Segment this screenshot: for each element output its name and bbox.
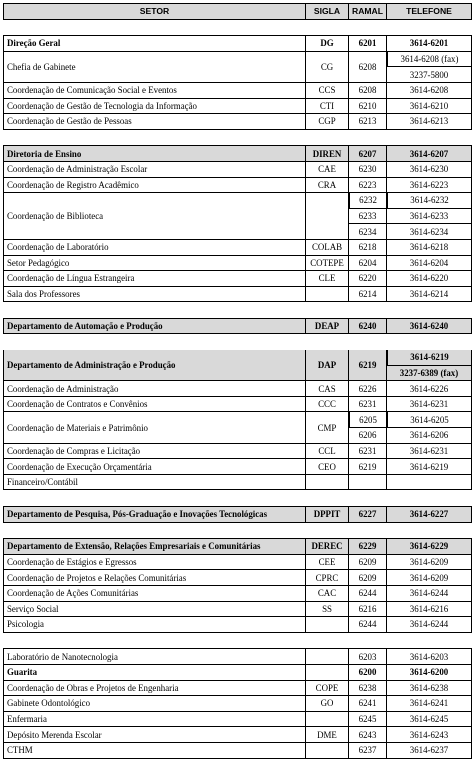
table-row xyxy=(3,459,472,475)
cell-ramal: 6220 xyxy=(349,271,387,287)
cell-ramal: 6203 xyxy=(349,649,387,665)
cell-ramal: 6206 xyxy=(349,428,387,444)
cell-ramal: 6200 xyxy=(349,665,387,681)
cell-setor: Coordenação de Comunicação Social e Eventos xyxy=(3,83,306,99)
cell-setor: Coordenação de Materiais e Patrimônio xyxy=(3,412,306,443)
cell-ramal: 6209 xyxy=(349,555,387,571)
cell-telefone: 3614-6207 xyxy=(387,146,472,162)
cell-setor: Coordenação de Administração Escolar xyxy=(3,162,306,178)
cell-telefone: 3614-6209 xyxy=(387,555,472,571)
cell-setor: Diretoria de Ensino xyxy=(3,146,306,162)
cell-setor: Psicologia xyxy=(3,617,306,633)
cell-sigla xyxy=(306,649,349,665)
cell-setor: Departamento de Extensão, Relações Empresariais e Comunitárias xyxy=(3,539,306,555)
cell-sigla: DIREN xyxy=(306,146,349,162)
cell-ramal: 6201 xyxy=(349,36,387,52)
cell-ramal: 6219 xyxy=(349,350,387,381)
cell-ramal: 6214 xyxy=(349,287,387,303)
cell-setor: Departamento de Automação e Produção xyxy=(3,319,306,335)
table-row xyxy=(3,287,472,303)
cell-ramal: 6244 xyxy=(349,617,387,633)
cell-ramal: 6230 xyxy=(349,162,387,178)
cell-telefone: 3614-6237 xyxy=(387,743,472,759)
cell-setor: Coordenação de Gestão de Pessoas xyxy=(3,114,306,130)
cell-telefone: 3614-6204 xyxy=(387,256,472,272)
cell-ramal: 6233 xyxy=(349,209,387,225)
cell-telefone: 3614-6232 xyxy=(387,193,472,209)
cell-ramal xyxy=(349,475,387,491)
cell-telefone: 3614-6231 xyxy=(387,444,472,460)
cell-setor: Laboratório de Nanotecnologia xyxy=(3,649,306,665)
cell-telefone: 3614-6230 xyxy=(387,162,472,178)
cell-setor: Enfermaria xyxy=(3,712,306,728)
header-ramal: RAMAL xyxy=(349,4,387,20)
header-sigla: SIGLA xyxy=(306,4,349,20)
cell-sigla: CCL xyxy=(306,444,349,460)
cell-telefone: 3614-6214 xyxy=(387,287,472,303)
cell-setor: Coordenação de Obras e Projetos de Engenharia xyxy=(3,681,306,697)
cell-ramal: 6232 xyxy=(349,193,387,209)
table-row xyxy=(3,743,472,759)
cell-ramal: 6205 xyxy=(349,412,387,428)
cell-telefone: 3614-6227 xyxy=(387,507,472,523)
table-row xyxy=(3,586,472,602)
spacer xyxy=(3,523,472,539)
cell-setor: Coordenação de Contratos e Convênios xyxy=(3,397,306,413)
cell-sigla: CEE xyxy=(306,555,349,571)
cell-sigla xyxy=(306,712,349,728)
cell-ramal: 6243 xyxy=(349,727,387,743)
cell-sigla: CPRC xyxy=(306,570,349,586)
cell-telefone: 3614-6205 xyxy=(387,412,472,428)
table-row xyxy=(3,727,472,743)
cell-sigla xyxy=(306,743,349,759)
table-row xyxy=(3,381,472,397)
table-row xyxy=(3,665,472,681)
cell-setor: Setor Pedagógico xyxy=(3,256,306,272)
cell-sigla xyxy=(306,287,349,303)
cell-sigla: DAP xyxy=(306,350,349,381)
table-header-row xyxy=(3,3,472,20)
cell-ramal: 6226 xyxy=(349,381,387,397)
cell-telefone: 3614-6243 xyxy=(387,727,472,743)
table-row xyxy=(3,696,472,712)
cell-sigla: CEO xyxy=(306,459,349,475)
cell-sigla: CRA xyxy=(306,178,349,194)
cell-sigla: CAE xyxy=(306,162,349,178)
cell-sigla: DEAP xyxy=(306,319,349,335)
cell-sigla xyxy=(306,475,349,491)
table-row xyxy=(3,475,472,491)
cell-setor: Chefia de Gabinete xyxy=(3,52,306,83)
cell-ramal: 6223 xyxy=(349,178,387,194)
cell-sigla: SS xyxy=(306,602,349,618)
cell-telefone: 3614-6213 xyxy=(387,114,472,130)
cell-ramal: 6231 xyxy=(349,397,387,413)
table-row xyxy=(3,617,472,633)
cell-telefone: 3614-6220 xyxy=(387,271,472,287)
cell-telefone: 3237-6389 (fax) xyxy=(387,366,472,382)
cell-sigla: CMP xyxy=(306,412,349,443)
cell-setor: CTHM xyxy=(3,743,306,759)
cell-sigla: CCS xyxy=(306,83,349,99)
cell-setor: Coordenação de Biblioteca xyxy=(3,193,306,240)
cell-telefone: 3614-6209 xyxy=(387,570,472,586)
table-row xyxy=(3,712,472,728)
spacer xyxy=(3,334,472,350)
section-row xyxy=(3,506,472,523)
cell-ramal: 6237 xyxy=(349,743,387,759)
cell-telefone: 3614-6234 xyxy=(387,224,472,240)
table-row xyxy=(3,681,472,697)
cell-ramal: 6210 xyxy=(349,99,387,115)
table-row xyxy=(3,52,472,83)
cell-ramal: 6227 xyxy=(349,507,387,523)
header-telefone: TELEFONE xyxy=(387,4,472,20)
cell-telefone: 3237-5800 xyxy=(387,67,472,83)
cell-telefone: 3614-6203 xyxy=(387,649,472,665)
cell-sigla: DPPIT xyxy=(306,507,349,523)
cell-telefone: 3614-6216 xyxy=(387,602,472,618)
table-row xyxy=(3,83,472,99)
table-row xyxy=(3,99,472,115)
cell-setor: Departamento de Administração e Produção xyxy=(3,350,306,381)
table-row xyxy=(3,444,472,460)
cell-ramal: 6245 xyxy=(349,712,387,728)
table-row xyxy=(3,397,472,413)
cell-setor: Coordenação de Execução Orçamentária xyxy=(3,459,306,475)
cell-ramal: 6238 xyxy=(349,681,387,697)
spacer xyxy=(3,130,472,146)
spacer xyxy=(3,20,472,36)
cell-ramal: 6208 xyxy=(349,52,387,83)
table-row xyxy=(3,555,472,571)
cell-ramal: 6204 xyxy=(349,256,387,272)
cell-setor: Guarita xyxy=(3,665,306,681)
cell-setor: Coordenação de Compras e Licitação xyxy=(3,444,306,460)
cell-sigla: COTEPE xyxy=(306,256,349,272)
cell-ramal: 6219 xyxy=(349,459,387,475)
cell-telefone: 3614-6244 xyxy=(387,586,472,602)
table-row xyxy=(3,271,472,287)
cell-ramal: 6218 xyxy=(349,240,387,256)
cell-setor: Coordenação de Gestão de Tecnologia da Informação xyxy=(3,99,306,115)
cell-telefone: 3614-6229 xyxy=(387,539,472,555)
cell-sigla: DEREC xyxy=(306,539,349,555)
table-row xyxy=(3,162,472,178)
cell-telefone: 3614-6218 xyxy=(387,240,472,256)
cell-telefone: 3614-6241 xyxy=(387,696,472,712)
cell-setor: Coordenação de Registro Acadêmico xyxy=(3,178,306,194)
table-row xyxy=(3,412,472,443)
cell-setor: Coordenação de Língua Estrangeira xyxy=(3,271,306,287)
cell-sigla: COPE xyxy=(306,681,349,697)
cell-telefone: 3614-6238 xyxy=(387,681,472,697)
cell-setor: Coordenação de Projetos e Relações Comunitárias xyxy=(3,570,306,586)
cell-telefone: 3614-6231 xyxy=(387,397,472,413)
cell-ramal: 6229 xyxy=(349,539,387,555)
cell-ramal: 6241 xyxy=(349,696,387,712)
cell-sigla: CAC xyxy=(306,586,349,602)
cell-telefone: 3614-6244 xyxy=(387,617,472,633)
cell-ramal: 6231 xyxy=(349,444,387,460)
cell-telefone: 3614-6206 xyxy=(387,428,472,444)
cell-telefone: 3614-6219 xyxy=(387,350,472,366)
cell-setor: Coordenação de Laboratório xyxy=(3,240,306,256)
cell-sigla: GO xyxy=(306,696,349,712)
cell-ramal: 6234 xyxy=(349,224,387,240)
table-row xyxy=(3,570,472,586)
cell-ramal: 6216 xyxy=(349,602,387,618)
table-row xyxy=(3,648,472,665)
cell-telefone: 3614-6223 xyxy=(387,178,472,194)
table-row xyxy=(3,602,472,618)
cell-setor: Coordenação de Administração xyxy=(3,381,306,397)
cell-telefone: 3614-6240 xyxy=(387,319,472,335)
table-row xyxy=(3,256,472,272)
cell-sigla: DME xyxy=(306,727,349,743)
cell-setor: Direção Geral xyxy=(3,36,306,52)
cell-sigla: CAS xyxy=(306,381,349,397)
cell-sigla xyxy=(306,193,349,240)
cell-telefone: 3614-6210 xyxy=(387,99,472,115)
table-row xyxy=(3,178,472,194)
spacer xyxy=(3,302,472,318)
cell-telefone: 3614-6200 xyxy=(387,665,472,681)
cell-sigla: DG xyxy=(306,36,349,52)
cell-setor: Financeiro/Contábil xyxy=(3,475,306,491)
cell-setor: Coordenação de Ações Comunitárias xyxy=(3,586,306,602)
phone-directory-table xyxy=(3,3,472,759)
cell-telefone: 3614-6208 xyxy=(387,83,472,99)
section-row xyxy=(3,145,472,162)
spacer xyxy=(3,490,472,506)
cell-sigla: COLAB xyxy=(306,240,349,256)
cell-setor: Departamento de Pesquisa, Pós-Graduação e Inovações Tecnológicas xyxy=(3,507,306,523)
table-row xyxy=(3,240,472,256)
cell-sigla: CCC xyxy=(306,397,349,413)
table-row xyxy=(3,193,472,240)
cell-sigla: CGP xyxy=(306,114,349,130)
cell-setor: Depósito Merenda Escolar xyxy=(3,727,306,743)
cell-ramal: 6244 xyxy=(349,586,387,602)
spacer xyxy=(3,633,472,649)
cell-telefone: 3614-6201 xyxy=(387,36,472,52)
cell-telefone: 3614-6233 xyxy=(387,209,472,225)
cell-setor: Serviço Social xyxy=(3,602,306,618)
section-row xyxy=(3,350,472,381)
cell-sigla xyxy=(306,665,349,681)
cell-ramal: 6240 xyxy=(349,319,387,335)
table-row xyxy=(3,114,472,130)
cell-sigla: CG xyxy=(306,52,349,83)
section-row xyxy=(3,318,472,335)
cell-setor: Coordenação de Estágios e Egressos xyxy=(3,555,306,571)
cell-setor: Gabinete Odontológico xyxy=(3,696,306,712)
header-setor: SETOR xyxy=(3,4,306,20)
cell-setor: Sala dos Professores xyxy=(3,287,306,303)
table-row xyxy=(3,35,472,52)
cell-sigla: CLE xyxy=(306,271,349,287)
cell-telefone: 3614-6226 xyxy=(387,381,472,397)
cell-ramal: 6209 xyxy=(349,570,387,586)
cell-ramal: 6207 xyxy=(349,146,387,162)
cell-telefone xyxy=(387,475,472,491)
cell-sigla xyxy=(306,617,349,633)
cell-ramal: 6208 xyxy=(349,83,387,99)
cell-telefone: 3614-6245 xyxy=(387,712,472,728)
cell-sigla: CTI xyxy=(306,99,349,115)
section-row xyxy=(3,538,472,555)
cell-telefone: 3614-6219 xyxy=(387,459,472,475)
cell-ramal: 6213 xyxy=(349,114,387,130)
cell-telefone: 3614-6208 (fax) xyxy=(387,52,472,68)
